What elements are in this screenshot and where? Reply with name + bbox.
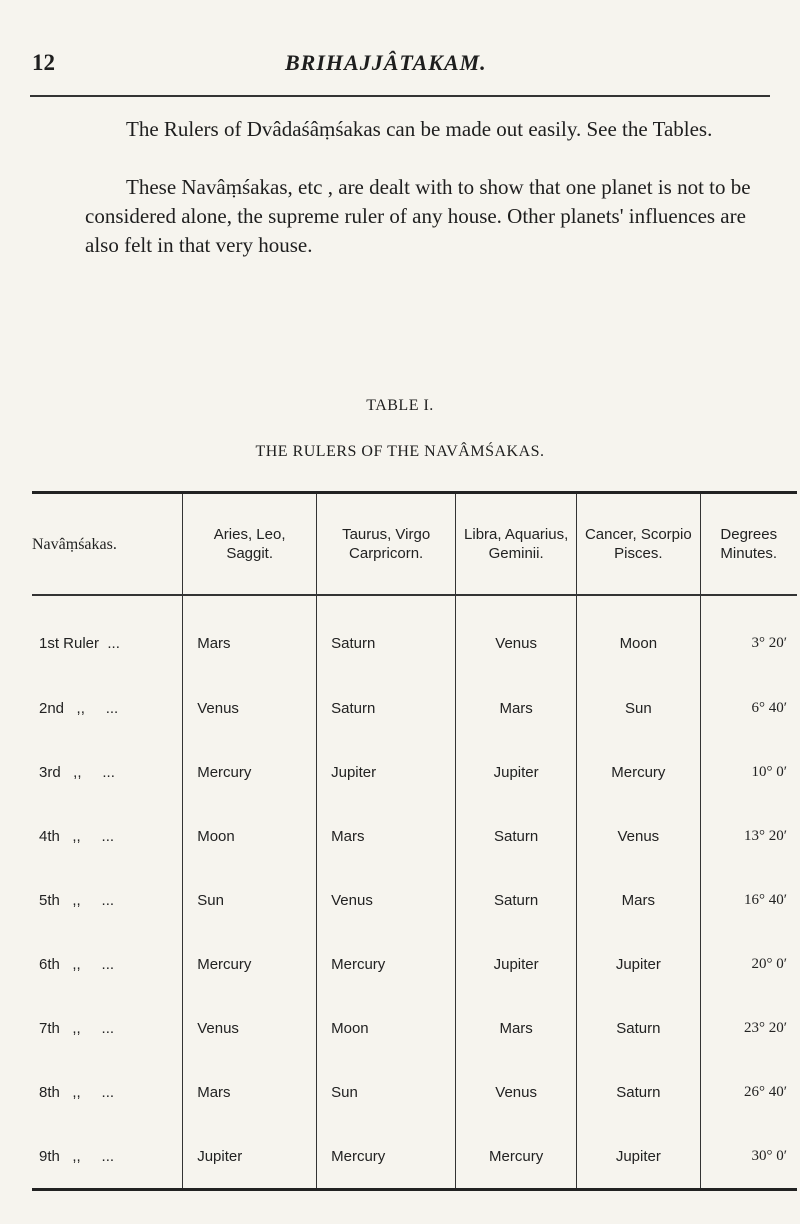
column-header: Navâṃśakas. (32, 493, 183, 596)
page-header (30, 50, 770, 90)
column-header: Cancer, Scorpio Pisces. (577, 493, 700, 596)
table-cell: Mars (456, 676, 577, 740)
table-row (32, 595, 797, 676)
table-cell: 5th ,, ... (39, 891, 115, 909)
table-cell: Mars (456, 996, 577, 1060)
table-cell: Moon (577, 595, 700, 676)
table-cell: 26° 40′ (700, 1060, 797, 1124)
table-cell: 23° 20′ (700, 996, 797, 1060)
table-cell: Jupiter (183, 1124, 317, 1190)
table-cell: Moon (183, 804, 317, 868)
table-row (32, 932, 797, 996)
table-row (32, 740, 797, 804)
paragraph-text: These Navâṃśakas, etc , are dealt with to show that one planet is not to be considered alone, the supreme ruler of any house. Other planets' influences are also felt in that very house. (85, 175, 751, 257)
table-cell: Mars (183, 1060, 317, 1124)
table-cell: Saturn (456, 804, 577, 868)
table-row (32, 1124, 797, 1190)
table-cell: 7th ,, ... (39, 1019, 115, 1037)
table-cell: Jupiter (456, 740, 577, 804)
table-cell: 9th ,, ... (39, 1147, 115, 1165)
table-cell: Moon (317, 996, 456, 1060)
table-cell: 20° 0′ (700, 932, 797, 996)
table-row (32, 868, 797, 932)
table-cell: Mars (317, 804, 456, 868)
table-row (32, 676, 797, 740)
column-header: Taurus, Virgo Carpricorn. (317, 493, 456, 596)
table-cell: Venus (183, 996, 317, 1060)
table-cell: Venus (456, 1060, 577, 1124)
table-cell: Venus (183, 676, 317, 740)
table-cell: Saturn (317, 595, 456, 676)
table-cell: Saturn (456, 868, 577, 932)
table-cell: 8th ,, ... (39, 1083, 115, 1101)
table-cell: 2nd ,, ... (39, 699, 119, 717)
paragraph-rulers-dvadasamsakas (85, 115, 770, 144)
table-cell: Sun (317, 1060, 456, 1124)
paragraph-text: The Rulers of Dvâdaśâṃśakas can be made out easily. See the Tables. (126, 117, 713, 141)
table-cell: 13° 20′ (700, 804, 797, 868)
table-cell: Mercury (317, 1124, 456, 1190)
column-header: Degrees Minutes. (700, 493, 797, 596)
page-number: 12 (32, 50, 55, 75)
table-cell: 6th ,, ... (39, 955, 115, 973)
table-cell: 4th ,, ... (39, 827, 115, 845)
table-row (32, 804, 797, 868)
table-header-row (32, 493, 797, 596)
table-cell: 10° 0′ (700, 740, 797, 804)
column-header: Libra, Aquarius, Geminii. (456, 493, 577, 596)
table-cell: Jupiter (317, 740, 456, 804)
table-cell: Jupiter (577, 1124, 700, 1190)
table-cell: Jupiter (456, 932, 577, 996)
table-cell: Venus (317, 868, 456, 932)
table-cell: 1st Ruler ... (39, 634, 120, 652)
table-cell: 6° 40′ (700, 676, 797, 740)
table-cell: Saturn (317, 676, 456, 740)
table-label: TABLE I. (366, 397, 434, 414)
table-body (32, 595, 797, 1190)
table-cell: 16° 40′ (700, 868, 797, 932)
table-cell: Mercury (183, 932, 317, 996)
running-title: BRIHAJJÂTAKAM. (285, 50, 487, 75)
table-cell: 3rd ,, ... (39, 763, 115, 781)
column-header: Aries, Leo, Saggit. (183, 493, 317, 596)
table-cell: Mars (577, 868, 700, 932)
table-cell: Saturn (577, 1060, 700, 1124)
table-cell: Mercury (577, 740, 700, 804)
table-row (32, 996, 797, 1060)
table-cell: Mercury (183, 740, 317, 804)
table-title: THE RULERS OF THE NAVÂMŚAKAS. (255, 443, 545, 460)
table-cell: Mars (183, 595, 317, 676)
table-cell: Mercury (317, 932, 456, 996)
table-cell: 30° 0′ (700, 1124, 797, 1190)
table-cell: 3° 20′ (700, 595, 797, 676)
table-cell: Sun (577, 676, 700, 740)
table-cell: Saturn (577, 996, 700, 1060)
table-cell: Venus (456, 595, 577, 676)
table-cell: Sun (183, 868, 317, 932)
header-rule (30, 95, 770, 97)
table-row (32, 1060, 797, 1124)
table-cell: Venus (577, 804, 700, 868)
table-cell: Mercury (456, 1124, 577, 1190)
table-cell: Jupiter (577, 932, 700, 996)
navamsakas-rulers-table (32, 491, 797, 1191)
paragraph-navamsakas-explanation (85, 173, 770, 260)
